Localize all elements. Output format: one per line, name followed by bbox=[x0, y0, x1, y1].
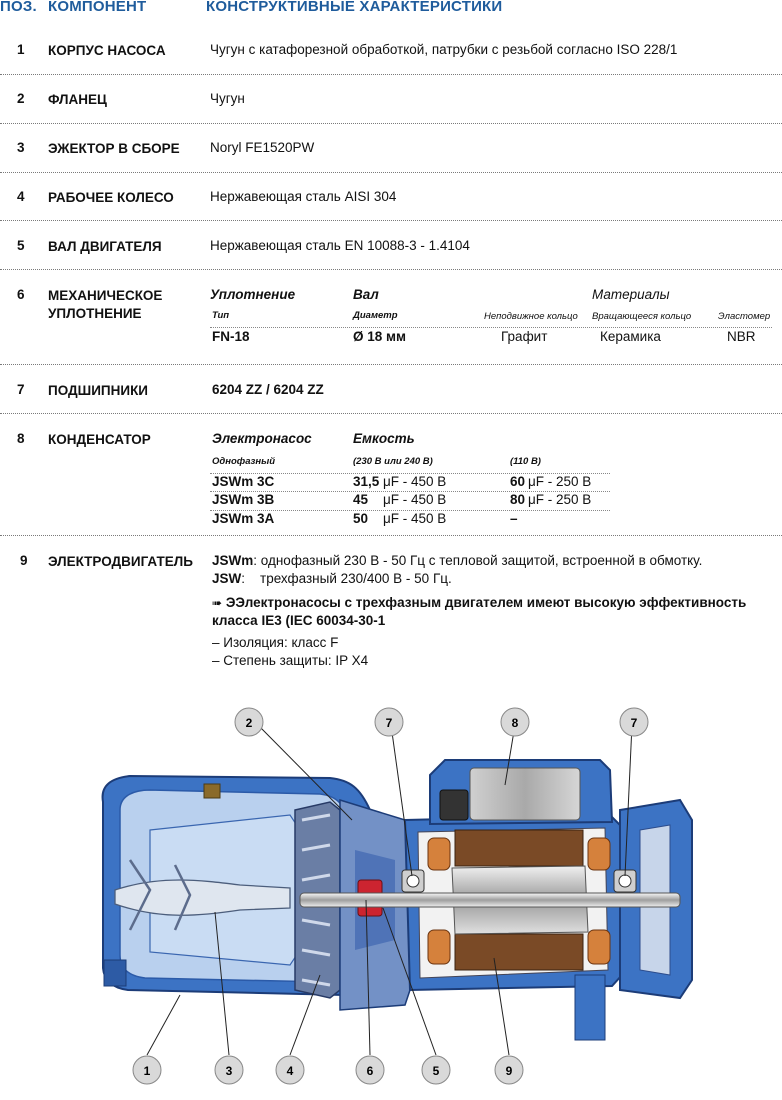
motor-line-single-phase bbox=[212, 553, 702, 568]
motor-insulation: – Изоляция: класс F bbox=[212, 635, 339, 650]
pump-heading: Электронасос bbox=[212, 431, 312, 446]
capacitor-value-110: 80 bbox=[510, 492, 526, 507]
seal-heading: Уплотнение bbox=[210, 287, 296, 302]
capacitor-unit-110: μF - 250 В bbox=[528, 492, 592, 507]
row-number: 8 bbox=[17, 431, 25, 446]
elastomer-subheading: Эластомер bbox=[718, 311, 771, 322]
row-description: Noryl FE1520PW bbox=[210, 140, 315, 155]
capacitor-subrule bbox=[210, 473, 610, 474]
row-number: 2 bbox=[17, 91, 25, 106]
callout-8 bbox=[501, 708, 529, 736]
row-component: КОНДЕНСАТОР bbox=[48, 432, 151, 447]
row-separator bbox=[0, 123, 782, 124]
callout-4 bbox=[276, 1056, 304, 1084]
capacitor-unit-230: μF - 450 В bbox=[383, 474, 447, 489]
row-component-line2: УПЛОТНЕНИЕ bbox=[48, 306, 142, 321]
capacitor-model: JSWm 3C bbox=[212, 474, 275, 489]
row-separator bbox=[0, 220, 782, 221]
bearings-value: 6204 ZZ / 6204 ZZ bbox=[212, 382, 324, 397]
v110-subheading: (110 В) bbox=[510, 456, 541, 467]
row-number: 7 bbox=[17, 382, 25, 397]
seal-type-value: FN-18 bbox=[212, 329, 250, 344]
capacitor-value-230: 50 bbox=[353, 511, 369, 526]
seal-subrule bbox=[210, 327, 772, 328]
row-number: 4 bbox=[17, 189, 25, 204]
header-pos: ПОЗ. bbox=[0, 0, 37, 15]
motor-model-jsw: JSW bbox=[212, 571, 242, 586]
row-number: 5 bbox=[17, 238, 25, 253]
callout-9 bbox=[495, 1056, 523, 1084]
callout-6 bbox=[356, 1056, 384, 1084]
table-header bbox=[0, 0, 782, 22]
callout-label: 7 bbox=[630, 716, 638, 730]
capacitor-unit-230: μF - 450 В bbox=[383, 492, 447, 507]
row-number: 3 bbox=[17, 140, 25, 155]
capacitor-subrule bbox=[210, 510, 610, 511]
callout-label: 8 bbox=[511, 716, 519, 730]
callout-label: 9 bbox=[505, 1064, 513, 1078]
phase-subheading: Однофазный bbox=[212, 456, 275, 467]
capacitor-subrule bbox=[210, 491, 610, 492]
row-separator bbox=[0, 74, 782, 75]
motor-shaft bbox=[300, 893, 680, 907]
header-characteristics: КОНСТРУКТИВНЫЕ ХАРАКТЕРИСТИКИ bbox=[206, 0, 503, 15]
callout-label: 6 bbox=[366, 1064, 374, 1078]
row-component-line1: МЕХАНИЧЕСКОЕ bbox=[48, 288, 163, 303]
callout-label: 5 bbox=[432, 1064, 440, 1078]
fixed-ring-subheading: Неподвижное кольцо bbox=[484, 311, 578, 322]
row-description: Нержавеющая сталь AISI 304 bbox=[210, 189, 397, 204]
callout-1 bbox=[133, 1056, 161, 1084]
row-number: 9 bbox=[20, 553, 28, 568]
arrow-icon: ➠ bbox=[212, 596, 223, 610]
callout-label: 1 bbox=[143, 1064, 151, 1078]
row-number: 1 bbox=[17, 42, 25, 57]
motor-protection: – Степень защиты: IP X4 bbox=[212, 653, 369, 668]
capacitor-value-110: – bbox=[510, 511, 518, 526]
row-component: КОРПУС НАСОСА bbox=[48, 43, 166, 58]
callout-2 bbox=[235, 708, 263, 736]
motor-text-three-phase: : трехфазный 230/400 В - 50 Гц. bbox=[241, 571, 452, 586]
callout-label: 2 bbox=[245, 716, 253, 730]
capacitor-model: JSWm 3A bbox=[212, 511, 275, 526]
capacitor-value-230: 45 bbox=[353, 492, 369, 507]
type-subheading: Тип bbox=[212, 310, 230, 321]
row-component: РАБОЧЕЕ КОЛЕСО bbox=[48, 190, 174, 205]
callout-label: 7 bbox=[385, 716, 393, 730]
shaft-heading: Вал bbox=[353, 287, 379, 302]
callout-7-left bbox=[375, 708, 403, 736]
row-separator bbox=[0, 269, 782, 270]
row-component: ФЛАНЕЦ bbox=[48, 92, 107, 107]
callout-3 bbox=[215, 1056, 243, 1084]
motor-line-three-phase bbox=[212, 571, 452, 586]
row-number: 6 bbox=[17, 287, 25, 302]
rotating-ring-subheading: Вращающееся кольцо bbox=[592, 311, 692, 322]
rotating-ring-value: Керамика bbox=[600, 329, 661, 344]
row-description: Чугун с катафорезной обработкой, патрубки с резьбой согласно ISO 228/1 bbox=[210, 42, 678, 57]
row-separator bbox=[0, 413, 782, 414]
capacitor-model: JSWm 3B bbox=[212, 492, 275, 507]
motor-note-line1 bbox=[212, 595, 746, 610]
motor-model-jswm: JSWm bbox=[212, 553, 254, 568]
row-component: ВАЛ ДВИГАТЕЛЯ bbox=[48, 239, 162, 254]
diameter-subheading: Диаметр bbox=[353, 310, 398, 321]
pump-cutaway-illustration bbox=[0, 690, 782, 1100]
capacitor-unit-110: μF - 250 В bbox=[528, 474, 592, 489]
motor-note-line2: класса IE3 (IEC 60034-30-1 bbox=[212, 613, 386, 628]
seal-diameter-value: Ø 18 мм bbox=[353, 329, 406, 344]
row-component: ЭЛЕКТРОДВИГАТЕЛЬ bbox=[48, 554, 193, 569]
motor-text-single-phase: : однофазный 230 В - 50 Гц с тепловой защитой, встроенной в обмотку. bbox=[253, 553, 703, 568]
row-separator bbox=[0, 172, 782, 173]
callout-label: 3 bbox=[225, 1064, 233, 1078]
materials-heading: Материалы bbox=[592, 287, 670, 302]
elastomer-value: NBR bbox=[727, 329, 756, 344]
fixed-ring-value: Графит bbox=[501, 329, 548, 344]
callout-5 bbox=[422, 1056, 450, 1084]
capacity-heading: Емкость bbox=[353, 431, 415, 446]
header-component: КОМПОНЕНТ bbox=[48, 0, 147, 15]
row-component: ЭЖЕКТОР В СБОРЕ bbox=[48, 141, 180, 156]
capacitor-value-230: 31,5 bbox=[353, 474, 380, 489]
v230-subheading: (230 В или 240 В) bbox=[353, 456, 433, 467]
motor-note-text: ЭЭлектронасосы с трехфазным двигателем имеют высокую эффективность bbox=[225, 595, 747, 610]
row-description: Чугун bbox=[210, 91, 245, 106]
callout-label: 4 bbox=[286, 1064, 294, 1078]
capacitor-unit-230: μF - 450 В bbox=[383, 511, 447, 526]
row-separator bbox=[0, 535, 782, 536]
capacitor-value-110: 60 bbox=[510, 474, 526, 489]
row-description: Нержавеющая сталь EN 10088-3 - 1.4104 bbox=[210, 238, 470, 253]
row-component: ПОДШИПНИКИ bbox=[48, 383, 149, 398]
callout-7-right bbox=[620, 708, 648, 736]
row-separator bbox=[0, 364, 782, 365]
